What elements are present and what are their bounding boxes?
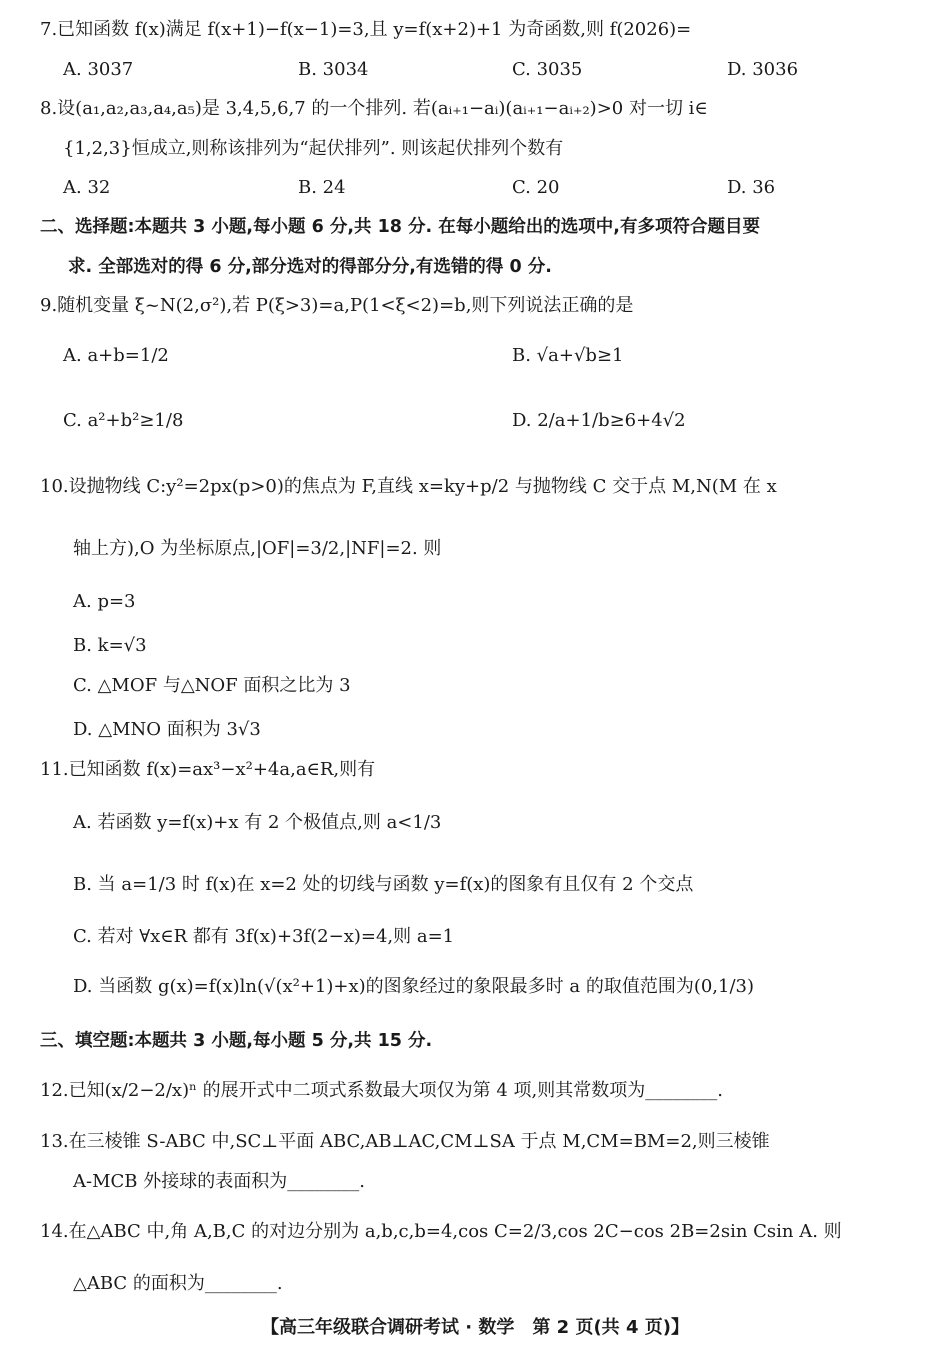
q14-stem-line1: 14.在△ABC 中,角 A,B,C 的对边分别为 a,b,c,b=4,cos C=2/3,cos 2C−cos 2B=2sin Csin A. 则 — [40, 1221, 842, 1242]
section2-heading-line1: 二、选择题:本题共 3 小题,每小题 6 分,共 18 分. 在每小题给出的选项中,有多项符合题目要 — [40, 217, 760, 237]
q10-option-d: D. △MNO 面积为 3√3 — [73, 719, 261, 740]
section2-heading-line2: 求. 全部选对的得 6 分,部分选对的得部分分,有选错的得 0 分. — [68, 257, 552, 277]
q10-stem-line1: 10.设抛物线 C:y²=2px(p>0)的焦点为 F,直线 x=ky+p/2 与抛物线 C 交于点 M,N(M 在 x — [40, 476, 777, 497]
q7-option-c: C. 3035 — [512, 59, 583, 80]
q8-option-a: A. 32 — [63, 177, 111, 198]
q14-stem-line2: △ABC 的面积为________. — [73, 1273, 283, 1294]
q7-option-b: B. 3034 — [298, 59, 369, 80]
q9-stem: 9.随机变量 ξ~N(2,σ²),若 P(ξ>3)=a,P(1<ξ<2)=b,则下列说法正确的是 — [40, 295, 634, 316]
q7-option-a: A. 3037 — [63, 59, 134, 80]
q7-option-d: D. 3036 — [727, 59, 799, 80]
q8-stem-line1: 8.设(a₁,a₂,a₃,a₄,a₅)是 3,4,5,6,7 的一个排列. 若(aᵢ₊₁−aᵢ)(aᵢ₊₁−aᵢ₊₂)>0 对一切 i∈ — [40, 98, 708, 119]
q8-option-b: B. 24 — [298, 177, 346, 198]
q9-option-b: B. √a+√b≥1 — [512, 345, 624, 366]
q8-option-d: D. 36 — [727, 177, 776, 198]
section3-heading: 三、填空题:本题共 3 小题,每小题 5 分,共 15 分. — [40, 1031, 433, 1051]
q10-option-a: A. p=3 — [73, 591, 136, 612]
q9-option-c: C. a²+b²≥1/8 — [63, 410, 184, 431]
q10-option-c: C. △MOF 与△NOF 面积之比为 3 — [73, 675, 351, 696]
q11-option-d: D. 当函数 g(x)=f(x)ln(√(x²+1)+x)的图象经过的象限最多时 a 的取值范围为(0,1/3) — [73, 976, 755, 997]
q10-option-b: B. k=√3 — [73, 635, 147, 656]
q11-option-a: A. 若函数 y=f(x)+x 有 2 个极值点,则 a<1/3 — [73, 812, 442, 833]
q10-stem-line2: 轴上方),O 为坐标原点,|OF|=3/2,|NF|=2. 则 — [73, 538, 442, 559]
q13-stem-line2: A-MCB 外接球的表面积为________. — [73, 1171, 365, 1192]
q13-stem-line1: 13.在三棱锥 S-ABC 中,SC⊥平面 ABC,AB⊥AC,CM⊥SA 于点 M,CM=BM=2,则三棱锥 — [40, 1131, 770, 1152]
q9-option-a: A. a+b=1/2 — [63, 345, 169, 366]
q12-stem: 12.已知(x/2−2/x)ⁿ 的展开式中二项式系数最大项仅为第 4 项,则其常数项为________. — [40, 1080, 723, 1101]
q7-stem: 7.已知函数 f(x)满足 f(x+1)−f(x−1)=3,且 y=f(x+2)+1 为奇函数,则 f(2026)= — [40, 19, 692, 40]
q11-stem: 11.已知函数 f(x)=ax³−x²+4a,a∈R,则有 — [40, 759, 376, 780]
q11-option-c: C. 若对 ∀x∈R 都有 3f(x)+3f(2−x)=4,则 a=1 — [73, 926, 455, 947]
q11-option-b: B. 当 a=1/3 时 f(x)在 x=2 处的切线与函数 y=f(x)的图象有且仅有 2 个交点 — [73, 874, 694, 895]
q8-stem-line2: {1,2,3}恒成立,则称该排列为“起伏排列”. 则该起伏排列个数有 — [63, 138, 564, 159]
q9-option-d: D. 2/a+1/b≥6+4√2 — [512, 410, 686, 431]
q8-option-c: C. 20 — [512, 177, 560, 198]
page-footer: 【高三年级联合调研考试 · 数学 第 2 页(共 4 页)】 — [261, 1317, 689, 1338]
